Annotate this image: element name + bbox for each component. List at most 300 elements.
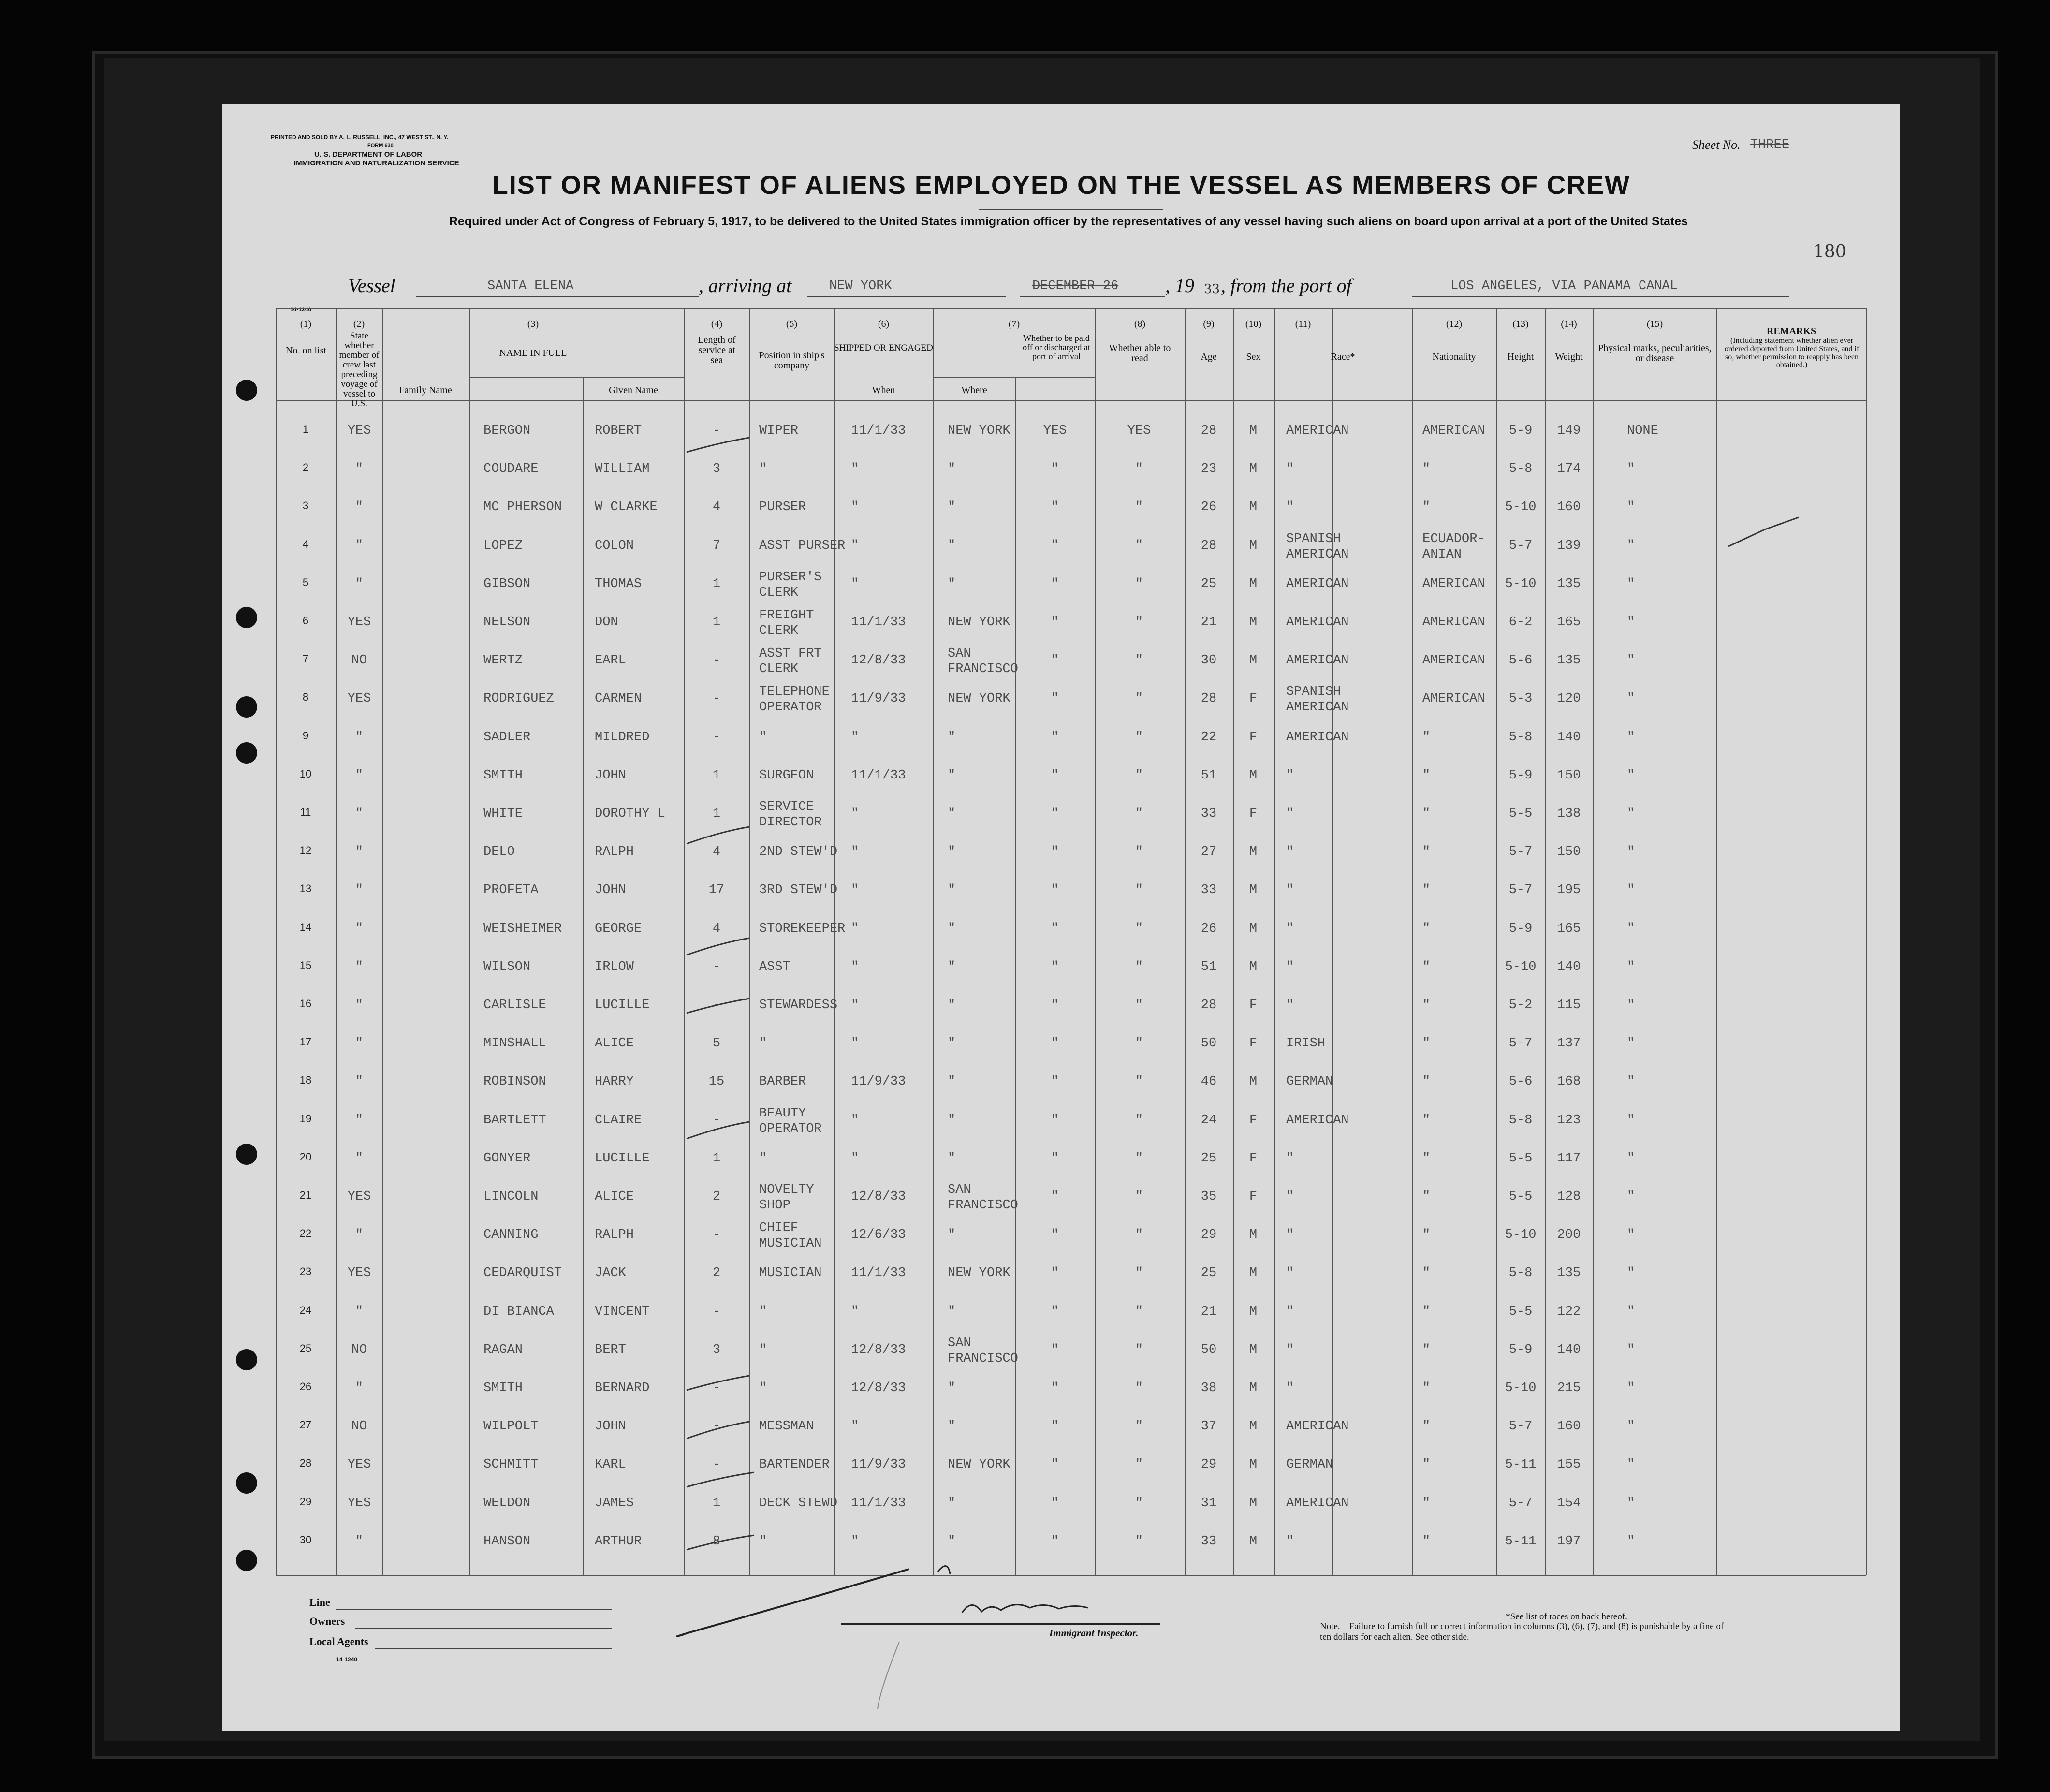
cell-weight: 150 [1557,768,1581,783]
cell-given: ARTHUR [595,1534,642,1549]
cell-paid-off: " [1051,1266,1059,1281]
row-number: 26 [299,1381,312,1393]
remarks-header: REMARKS [1766,326,1816,337]
cell-paid-off: " [1051,845,1059,860]
row-number: 2 [302,461,309,474]
cell-marks: " [1627,1228,1635,1243]
cell-given: HARRY [595,1074,634,1089]
cell-height: 5-7 [1508,538,1533,553]
cell-service: 1 [712,807,721,821]
cell-service: 2 [712,1266,721,1281]
cell-marks: " [1627,691,1635,706]
cell-position: " [759,1151,767,1166]
col-8-header: Whether able to read [1109,343,1171,364]
cell-sex: M [1249,424,1258,438]
arrival-date: DECEMBER 26 [1032,279,1119,294]
cell-marks: " [1627,538,1635,553]
cell-race: AMERICAN [1286,576,1349,591]
cell-family: CANNING [483,1228,539,1243]
cell-weight: 138 [1557,807,1581,821]
cell-service: 8 [712,1534,721,1549]
cell-prev: " [355,1074,364,1089]
cell-when: " [851,1151,859,1166]
cell-weight: 160 [1557,1419,1581,1434]
row-number: 12 [299,844,312,857]
cell-read: " [1135,921,1143,936]
penalty-note: Note.—Failure to furnish full or correct information in columns (3), (6), (7), and (8) is punishable by a fine of ten dollars for each alien. See other side. [1320,1621,1724,1642]
cell-read: " [1135,1151,1143,1166]
cell-position: SURGEON [759,768,814,783]
cell-height: 5-8 [1508,1113,1533,1128]
cell-weight: 168 [1557,1074,1581,1089]
cell-sex: M [1249,576,1258,591]
cell-where: NEW YORK [948,1266,1010,1281]
cell-position: BEAUTY OPERATOR [759,1106,822,1136]
cell-weight: 140 [1557,959,1581,974]
cell-prev: " [355,807,364,821]
cell-read: " [1135,807,1143,821]
cell-where: " [948,921,956,936]
cell-race: " [1286,1228,1294,1243]
cell-given: RALPH [595,1228,634,1243]
cell-where: " [948,500,956,515]
cell-where: " [948,730,956,745]
cell-service: - [712,998,721,1013]
cell-paid-off: " [1051,1036,1059,1051]
cell-where: " [948,1074,956,1089]
row-number: 11 [300,806,311,818]
cell-given: THOMAS [595,576,642,591]
row-number: 7 [302,653,309,665]
cell-race: AMERICAN [1286,1113,1349,1128]
cell-sex: M [1249,845,1258,860]
cell-when: 11/1/33 [851,1266,906,1281]
cell-nationality: " [1422,921,1431,936]
cell-paid-off: " [1051,1457,1059,1472]
cell-sex: M [1249,883,1258,898]
cell-service: 2 [712,1190,721,1204]
cell-height: 6-2 [1508,615,1533,630]
cell-family: MC PHERSON [483,500,562,515]
cell-weight: 195 [1557,883,1581,898]
cell-where: NEW YORK [948,615,1010,630]
cell-age: 31 [1201,1496,1217,1511]
cell-sex: M [1249,500,1258,515]
cell-marks: " [1627,883,1635,898]
cell-prev: " [355,1304,364,1319]
cell-height: 5-10 [1505,500,1537,515]
cell-where: " [948,1496,956,1511]
cell-prev: " [355,1036,364,1051]
cell-marks: " [1627,1342,1635,1357]
cell-family: NELSON [483,615,531,630]
owners-label: Owners [309,1615,345,1627]
cell-when: 11/9/33 [851,1457,906,1472]
cell-age: 33 [1201,883,1217,898]
col-11-header: Race* [1331,352,1355,362]
cell-weight: 154 [1557,1496,1581,1511]
vessel-label: Vessel [348,275,395,296]
cell-family: WHITE [483,807,523,821]
cell-when: 12/6/33 [851,1228,906,1243]
cell-prev: YES [347,1190,371,1204]
cell-marks: " [1627,462,1635,477]
row-number: 6 [302,615,309,627]
cell-service: 4 [712,500,721,515]
cell-weight: 165 [1557,615,1581,630]
cell-family: WILPOLT [483,1419,539,1434]
row-number: 4 [302,538,309,550]
cell-where: " [948,1036,956,1051]
cell-family: WERTZ [483,653,523,668]
cell-age: 29 [1201,1457,1217,1472]
col-3-header: NAME IN FULL [499,348,567,358]
cell-weight: 115 [1557,998,1581,1013]
cell-nationality: " [1422,1381,1431,1395]
cell-sex: M [1249,768,1258,783]
col-12-header: Nationality [1432,352,1476,362]
row-number: 13 [299,882,312,895]
cell-prev: YES [347,424,371,438]
line-label: Line [309,1596,330,1608]
cell-marks: " [1627,1304,1635,1319]
cell-position: 3RD STEW'D [759,883,838,898]
cell-marks: " [1627,1266,1635,1281]
cell-when: 12/8/33 [851,653,906,668]
cell-prev: YES [347,1266,371,1281]
cell-paid-off: " [1051,1534,1059,1549]
cell-given: JAMES [595,1496,634,1511]
cell-age: 51 [1201,768,1217,783]
row-number: 28 [299,1457,312,1469]
cell-weight: 215 [1557,1381,1581,1395]
cell-paid-off: " [1051,500,1059,515]
cell-family: RAGAN [483,1342,523,1357]
cell-marks: " [1627,1534,1635,1549]
cell-given: LUCILLE [595,1151,650,1166]
cell-position: BARBER [759,1074,806,1089]
agents-label: Local Agents [309,1635,368,1647]
cell-service: - [712,691,721,706]
cell-family: SMITH [483,768,523,783]
cell-position: ASST FRT CLERK [759,646,822,677]
cell-race: " [1286,921,1294,936]
row-number: 5 [302,576,309,588]
cell-prev: " [355,500,364,515]
cell-nationality: " [1422,1074,1431,1089]
cell-prev: " [355,730,364,745]
cell-when: " [851,1036,859,1051]
cell-race: " [1286,807,1294,821]
cell-race: SPANISH AMERICAN [1286,531,1349,562]
cell-service: - [712,959,721,974]
service-name: IMMIGRATION AND NATURALIZATION SERVICE [294,159,459,167]
cell-sex: M [1249,1496,1258,1511]
cell-paid-off: " [1051,538,1059,553]
cell-given: DOROTHY L [595,807,665,821]
cell-read: " [1135,1496,1143,1511]
cell-where: " [948,1113,956,1128]
cell-marks: " [1627,576,1635,591]
cell-marks: " [1627,1190,1635,1204]
cell-given: KARL [595,1457,626,1472]
cell-family: LOPEZ [483,538,523,553]
cell-given: ALICE [595,1190,634,1204]
cell-weight: 160 [1557,500,1581,515]
cell-sex: M [1249,1074,1258,1089]
cell-service: - [712,653,721,668]
col-13-header: Height [1507,352,1534,362]
col-9-number: (9) [1203,319,1215,329]
cell-nationality: " [1422,807,1431,821]
cell-read: " [1135,1074,1143,1089]
cell-weight: 200 [1557,1228,1581,1243]
cell-weight: 149 [1557,424,1581,438]
cell-height: 5-7 [1508,1419,1533,1434]
cell-prev: YES [347,615,371,630]
col-6a-header: When [872,385,895,396]
cell-sex: M [1249,959,1258,974]
cell-age: 50 [1201,1036,1217,1051]
sheet-number-label: Sheet No. [1692,138,1741,152]
cell-age: 21 [1201,615,1217,630]
cell-paid-off: " [1051,1419,1059,1434]
cell-service: 1 [712,1496,721,1511]
cell-age: 33 [1201,807,1217,821]
cell-when: " [851,807,859,821]
cell-read: YES [1127,424,1151,438]
cell-race: " [1286,1190,1294,1204]
cell-paid-off: " [1051,1151,1059,1166]
cell-marks: " [1627,730,1635,745]
cell-age: 28 [1201,424,1217,438]
cell-given: IRLOW [595,959,634,974]
cell-when: 11/9/33 [851,1074,906,1089]
row-number: 8 [302,691,309,704]
cell-position: ASST [759,959,791,974]
cell-given: JOHN [595,768,626,783]
cell-nationality: " [1422,1151,1431,1166]
cell-where: NEW YORK [948,691,1010,706]
cell-given: JACK [595,1266,626,1281]
cell-nationality: " [1422,768,1431,783]
cell-height: 5-8 [1508,730,1533,745]
cell-service: 1 [712,576,721,591]
cell-where: " [948,845,956,860]
cell-height: 5-9 [1508,768,1533,783]
cell-sex: M [1249,1304,1258,1319]
col-3b-header: Given Name [609,385,658,396]
cell-age: 25 [1201,1151,1217,1166]
cell-sex: M [1249,462,1258,477]
cell-paid-off: " [1051,883,1059,898]
cell-service: - [712,1113,721,1128]
cell-height: 5-6 [1508,653,1533,668]
row-number: 21 [299,1189,312,1201]
vessel-name: SANTA ELENA [487,279,574,294]
cell-nationality: AMERICAN [1422,424,1485,438]
cell-position: DECK STEWD [759,1496,838,1511]
cell-nationality: " [1422,1457,1431,1472]
cell-given: JOHN [595,1419,626,1434]
cell-when: 11/1/33 [851,424,906,438]
cell-race: AMERICAN [1286,1496,1349,1511]
cell-weight: 140 [1557,1342,1581,1357]
cell-where: " [948,462,956,477]
cell-where: " [948,807,956,821]
cell-marks: " [1627,959,1635,974]
cell-read: " [1135,500,1143,515]
cell-when: " [851,1304,859,1319]
cell-given: W CLARKE [595,500,658,515]
cell-service: - [712,424,721,438]
cell-sex: F [1249,998,1258,1013]
cell-nationality: " [1422,1228,1431,1243]
cell-age: 37 [1201,1419,1217,1434]
cell-age: 51 [1201,959,1217,974]
cell-sex: M [1249,1342,1258,1357]
cell-race: " [1286,768,1294,783]
cell-height: 5-8 [1508,1266,1533,1281]
cell-weight: 123 [1557,1113,1581,1128]
cell-height: 5-7 [1508,845,1533,860]
cell-race: " [1286,1151,1294,1166]
cell-given: BERT [595,1342,626,1357]
cell-age: 33 [1201,1534,1217,1549]
cell-family: WELDON [483,1496,531,1511]
cell-where: NEW YORK [948,1457,1010,1472]
cell-race: " [1286,845,1294,860]
cell-when: " [851,730,859,745]
cell-service: 4 [712,845,721,860]
cell-sex: M [1249,1419,1258,1434]
cell-read: " [1135,1266,1143,1281]
cell-where: " [948,1381,956,1395]
cell-sex: M [1249,1534,1258,1549]
cell-sex: M [1249,1381,1258,1395]
cell-nationality: " [1422,730,1431,745]
cell-service: - [712,1304,721,1319]
cell-nationality: ECUADOR- ANIAN [1422,531,1485,562]
cell-weight: 122 [1557,1304,1581,1319]
cell-prev: " [355,768,364,783]
cell-race: AMERICAN [1286,730,1349,745]
cell-read: " [1135,998,1143,1013]
from-port: LOS ANGELES, VIA PANAMA CANAL [1450,279,1678,294]
cell-paid-off: " [1051,1496,1059,1511]
row-number: 20 [299,1150,312,1163]
cell-read: " [1135,1228,1143,1243]
cell-marks: " [1627,1419,1635,1434]
cell-when: 12/8/33 [851,1342,906,1357]
cell-marks: " [1627,845,1635,860]
cell-family: HANSON [483,1534,531,1549]
cell-height: 5-10 [1505,959,1537,974]
cell-height: 5-3 [1508,691,1533,706]
cell-marks: " [1627,921,1635,936]
cell-service: 1 [712,1151,721,1166]
cell-marks: " [1627,1074,1635,1089]
col-11-number: (11) [1295,319,1311,329]
cell-height: 5-5 [1508,1190,1533,1204]
cell-family: GIBSON [483,576,531,591]
cell-paid-off: " [1051,615,1059,630]
cell-position: 2ND STEW'D [759,845,838,860]
sheet-number-value: THREE [1750,138,1790,152]
col-15-header: Physical marks, peculiarities, or disease [1598,343,1712,364]
cell-nationality: " [1422,883,1431,898]
cell-paid-off: " [1051,921,1059,936]
cell-when: " [851,462,859,477]
cell-weight: 135 [1557,653,1581,668]
cell-paid-off: " [1051,998,1059,1013]
cell-prev: " [355,1228,364,1243]
cell-nationality: " [1422,1304,1431,1319]
cell-paid-off: " [1051,576,1059,591]
row-number: 3 [302,499,309,512]
cell-sex: M [1249,1457,1258,1472]
cell-prev: " [355,1151,364,1166]
cell-nationality: " [1422,845,1431,860]
cell-race: " [1286,1304,1294,1319]
cell-marks: " [1627,500,1635,515]
cell-when: " [851,1419,859,1434]
cell-service: 17 [708,883,725,898]
cell-race: " [1286,462,1294,477]
cell-read: " [1135,1419,1143,1434]
cell-sex: M [1249,1228,1258,1243]
cell-read: " [1135,653,1143,668]
cell-prev: " [355,1534,364,1549]
cell-age: 22 [1201,730,1217,745]
cell-sex: M [1249,615,1258,630]
cell-height: 5-9 [1508,1342,1533,1357]
cell-given: VINCENT [595,1304,650,1319]
col-2-number: (2) [353,319,365,329]
cell-height: 5-7 [1508,1496,1533,1511]
cell-service: 15 [708,1074,725,1089]
cell-nationality: AMERICAN [1422,653,1485,668]
cell-service: 3 [712,462,721,477]
cell-race: " [1286,1534,1294,1549]
row-number: 15 [299,959,312,971]
cell-nationality: " [1422,998,1431,1013]
cell-paid-off: " [1051,1342,1059,1357]
col-3-number: (3) [527,319,539,329]
cell-when: 11/9/33 [851,691,906,706]
cell-prev: NO [351,1419,367,1434]
cell-given: EARL [595,653,626,668]
cell-race: " [1286,1381,1294,1395]
arriving-label: , arriving at [699,275,792,296]
cell-nationality: " [1422,1496,1431,1511]
row-number: 22 [299,1227,312,1240]
cell-read: " [1135,691,1143,706]
cell-marks: " [1627,1457,1635,1472]
cell-read: " [1135,1304,1143,1319]
cell-weight: 137 [1557,1036,1581,1051]
cell-nationality: " [1422,1342,1431,1357]
cell-race: AMERICAN [1286,424,1349,438]
cell-prev: " [355,462,364,477]
cell-weight: 128 [1557,1190,1581,1204]
col-13-number: (13) [1512,319,1529,329]
cell-family: DI BIANCA [483,1304,554,1319]
inspector-label: Immigrant Inspector. [1049,1627,1139,1639]
cell-family: SADLER [483,730,531,745]
cell-age: 23 [1201,462,1217,477]
year-suffix: 33 [1204,282,1220,296]
